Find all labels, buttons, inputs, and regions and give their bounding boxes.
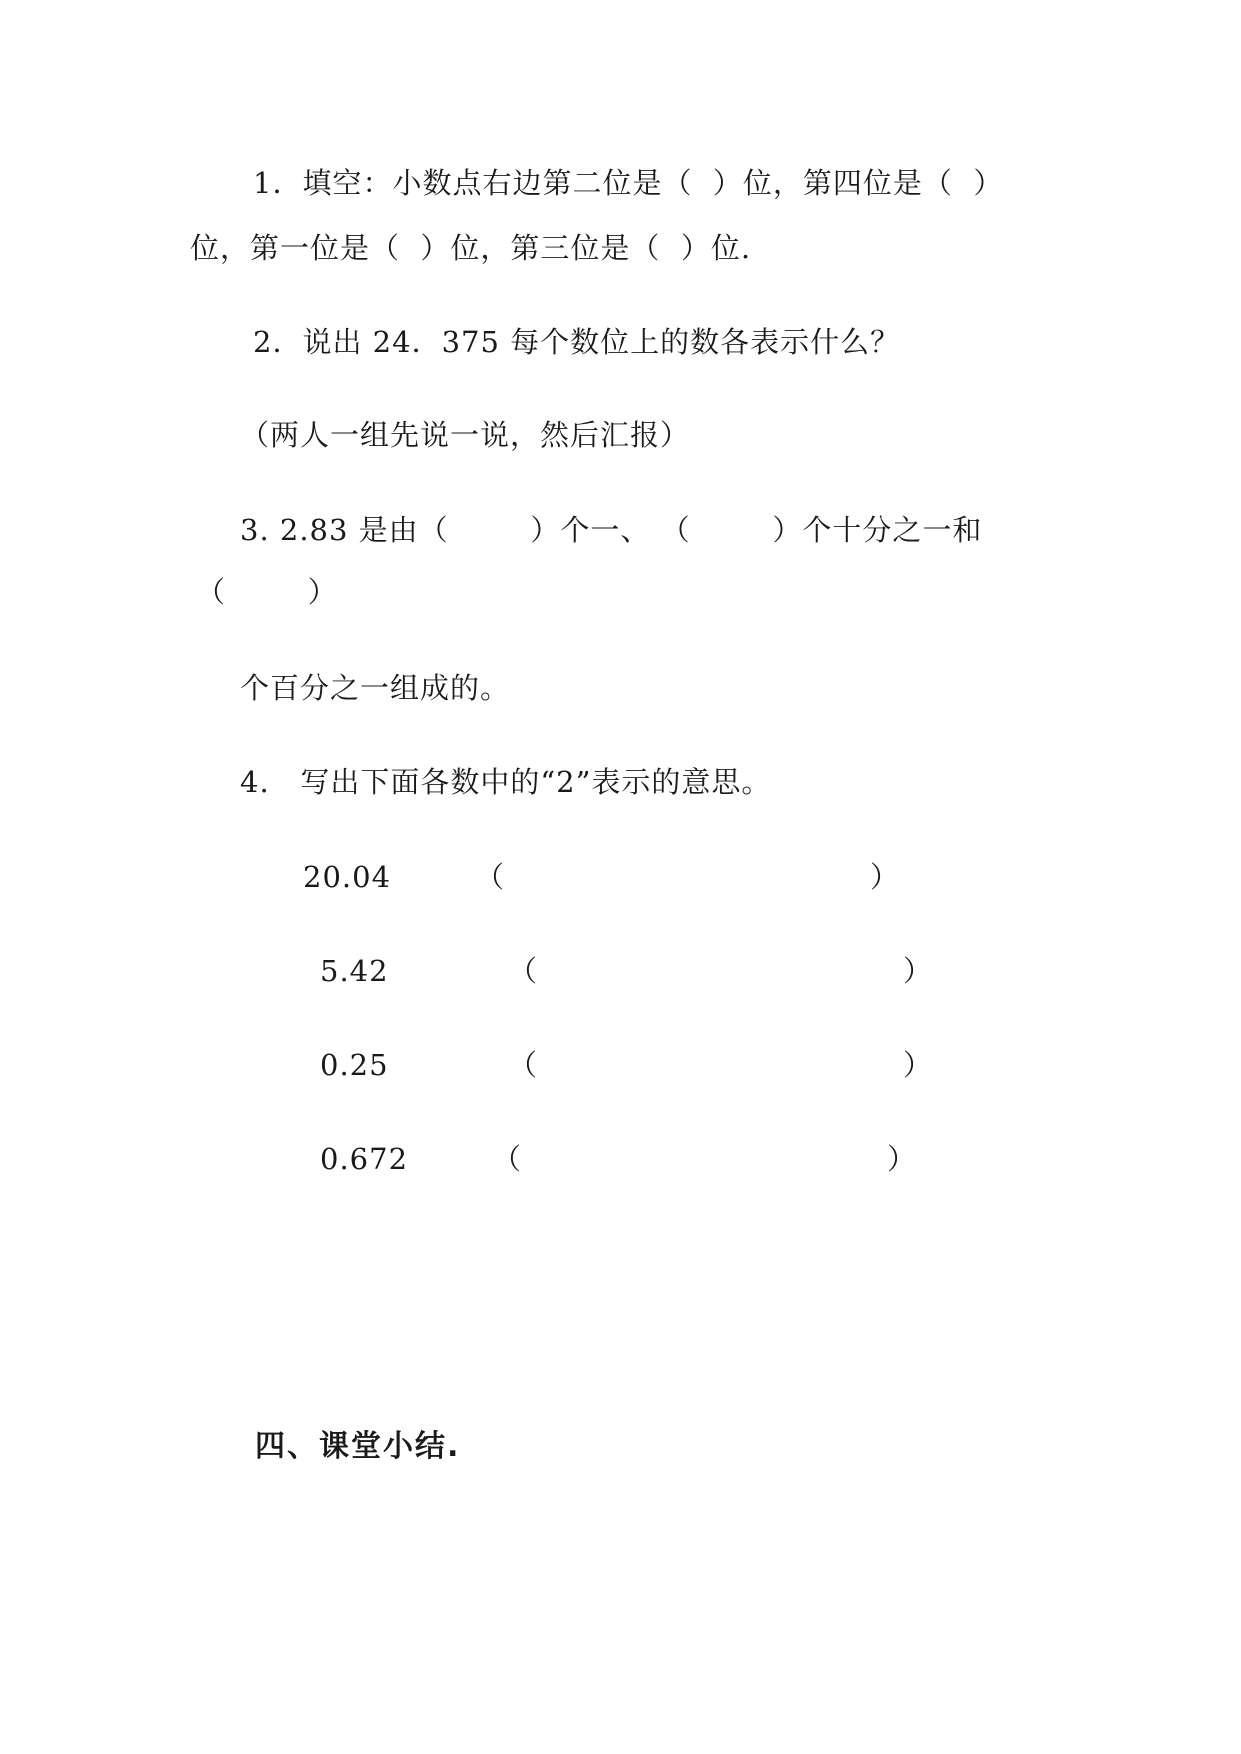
q4-item-close-paren: ）: [903, 1048, 933, 1082]
q4-item-open-paren: （: [508, 954, 538, 988]
q2-line-1: 2．说出 24．375 每个数位上的数各表示什么？: [253, 325, 901, 359]
q4-prompt: 4. 写出下面各数中的“2”表示的意思。: [240, 765, 772, 799]
q1-line-2: 位，第一位是（ ）位，第三位是（ ）位.: [190, 231, 752, 265]
q4-item-open-paren: （: [475, 860, 505, 894]
q4-item-open-paren: （: [492, 1142, 522, 1176]
q4-item-close-paren: ）: [887, 1142, 917, 1176]
q4-item-number: 0.25: [320, 1048, 389, 1082]
q4-item-close-paren: ）: [870, 860, 900, 894]
q4-item-close-paren: ）: [903, 954, 933, 988]
q4-item-number: 0.672: [320, 1142, 409, 1176]
q4-item-number: 20.04: [303, 860, 392, 894]
section-summary-heading: 四、课堂小结.: [255, 1429, 461, 1464]
q2-note: （两人一组先说一说，然后汇报）: [240, 418, 691, 452]
q4-item-open-paren: （: [508, 1048, 538, 1082]
q3-line-3: 个百分之一组成的。: [240, 671, 511, 705]
q3-line-1: 3. 2.83 是由（ ）个一、 （ ）个十分之一和: [240, 513, 983, 547]
q1-line-1: 1．填空：小数点右边第二位是（ ）位，第四位是（ ）: [253, 166, 1004, 200]
q4-item-number: 5.42: [320, 954, 389, 988]
q3-line-2: （ ）: [196, 575, 338, 609]
